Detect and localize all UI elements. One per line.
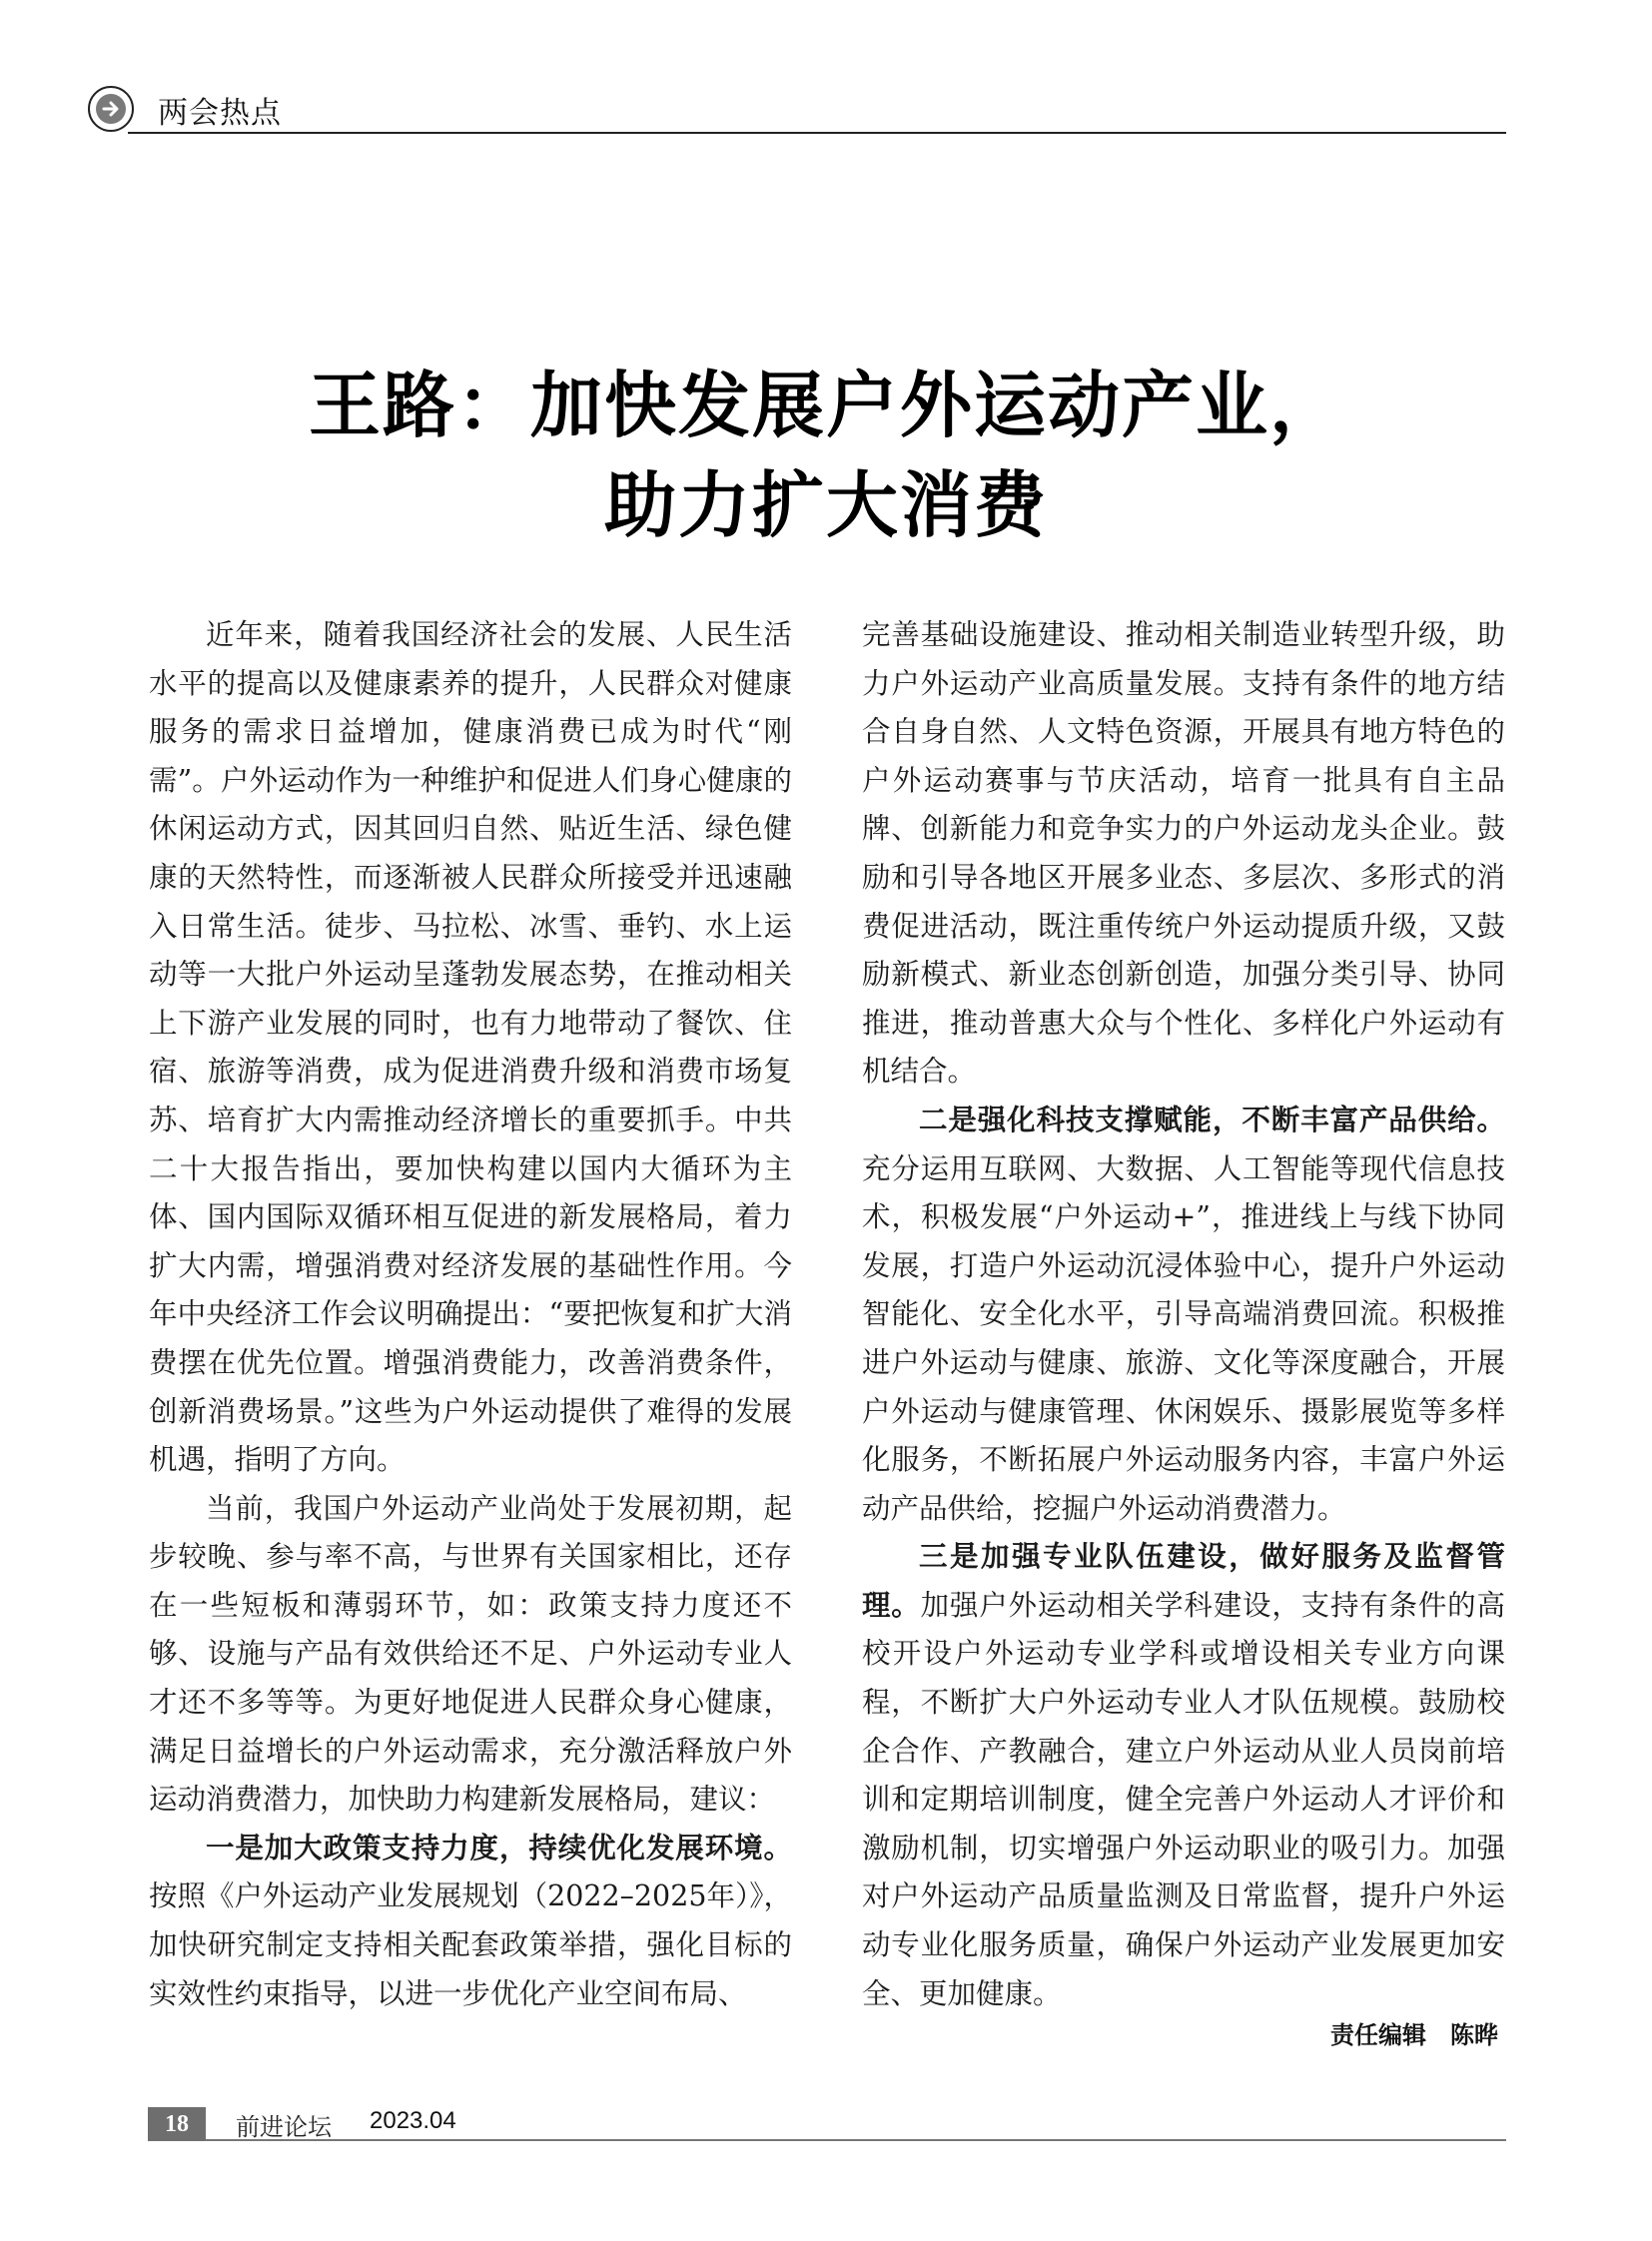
paragraph: 当前，我国户外运动产业尚处于发展初期，起步较晚、参与率不高，与世界有关国家相比，还存在一些短板和薄弱环节，如：政策支持力度还不够、设施与产品有效供给还不足、户外运动专业人才还不多等等。为更好地促进人民群众身心健康，满足日益增长的户外运动需求，充分激活释放户外运动消费潜力，加快助力构建新发展格局，建议：: [149, 1491, 792, 1817]
title-line-2: 助力扩大消费: [603, 463, 1048, 547]
issue-number: 2023.04: [370, 2107, 456, 2134]
paragraph-heading: 二是强化科技支撑赋能，不断丰富产品供给。: [919, 1103, 1505, 1136]
paragraph: [862, 1533, 1505, 2018]
paragraph-text: 充分运用互联网、大数据、人工智能等现代信息技术，积极发展“户外运动+”，推进线上与线下协同发展，打造户外运动沉浸体验中心，提升户外运动智能化、安全化水平，引导高端消费回流。积极推进户外运动与健康、旅游、文化等深度融合，开展户外运动与健康管理、休闲娱乐、摄影展览等多样化服务，不断拓展户外运动服务内容，丰富户外运动产品供给，挖掘户外运动消费潜力。: [862, 1151, 1505, 1525]
section-label: 两会热点: [158, 96, 282, 131]
footer-rule: [206, 2139, 1506, 2141]
page-footer: [148, 2107, 1506, 2141]
title-line-1: 王路：加快发展户外运动产业，: [308, 364, 1343, 447]
paragraph: 近年来，随着我国经济社会的发展、人民生活水平的提高以及健康素养的提升，人民群众对健康服务的需求日益增加，健康消费已成为时代“刚需”。户外运动作为一种维护和促进人们身心健康的休闲运动方式，因其回归自然、贴近生活、绿色健康的天然特性，而逐渐被人民群众所接受并迅速融入日常生活。徒步、马拉松、冰雪、垂钓、水上运动等一大批户外运动呈蓬勃发展态势，在推动相关上下游产业发展的同时，也有力地带动了餐饮、住宿、旅游等消费，成为促进消费升级和消费市场复苏、培育扩大内需推动经济增长的重要抓手。中共二十大报告指出，要加快构建以国内大循环为主体、国内国际双循环相互促进的新发展格局，着力扩大内需，增强消费对经济发展的基础性作用。今年中央经济工作会议明确提出：“要把恢复和扩大消费摆在优先位置。增强消费能力，改善消费条件，创新消费场景。”这些为户外运动提供了难得的发展机遇，指明了方向。: [149, 618, 792, 1477]
paragraph-text: 按照《户外运动产业发展规划（2022–2025年）》，加快研究制定支持相关配套政策举措，强化目标的实效性约束指导，以进一步优化产业空间布局、: [149, 1879, 792, 2010]
paragraph-text: 加强户外运动相关学科建设，支持有条件的高校开设户外运动专业学科或增设相关专业方向课程，不断扩大户外运动专业人才队伍规模。鼓励校企合作、产教融合，建立户外运动从业人员岗前培训和定期培训制度，健全完善户外运动人才评价和激励机制，切实增强户外运动职业的吸引力。加强对户外运动产品质量监测及日常监督，提升户外运动专业化服务质量，确保户外运动产业发展更加安全、更加健康。: [862, 1588, 1505, 2010]
arrow-right-circle-icon: [88, 86, 134, 132]
responsible-editor: 责任编辑 陈晔: [1330, 2020, 1498, 2049]
paragraph: [862, 1097, 1505, 1533]
right-column: [862, 611, 1505, 2018]
paragraph-heading: 三是加强专业队伍建设，做好服务及监督管理。: [862, 1540, 1505, 1622]
paragraph-continued: 完善基础设施建设、推动相关制造业转型升级，助力户外运动产业高质量发展。支持有条件的地方结合自身自然、人文特色资源，开展具有地方特色的户外运动赛事与节庆活动，培育一批具有自主品牌、创新能力和竞争实力的户外运动龙头企业。鼓励和引导各地区开展多业态、多层次、多形式的消费促进活动，既注重传统户外运动提质升级，又鼓励新模式、新业态创新创造，加强分类引导、协同推进，推动普惠大众与个性化、多样化户外运动有机结合。: [862, 618, 1505, 1089]
article-title: [0, 356, 1652, 555]
page-number: 18: [148, 2107, 206, 2141]
section-header: [88, 86, 1506, 134]
header-rule: [128, 132, 1506, 134]
journal-name: 前进论坛: [236, 2113, 332, 2141]
paragraph: [149, 1825, 792, 2018]
paragraph-heading: 一是加大政策支持力度，持续优化发展环境。: [206, 1831, 792, 1865]
left-column: [149, 611, 792, 2018]
